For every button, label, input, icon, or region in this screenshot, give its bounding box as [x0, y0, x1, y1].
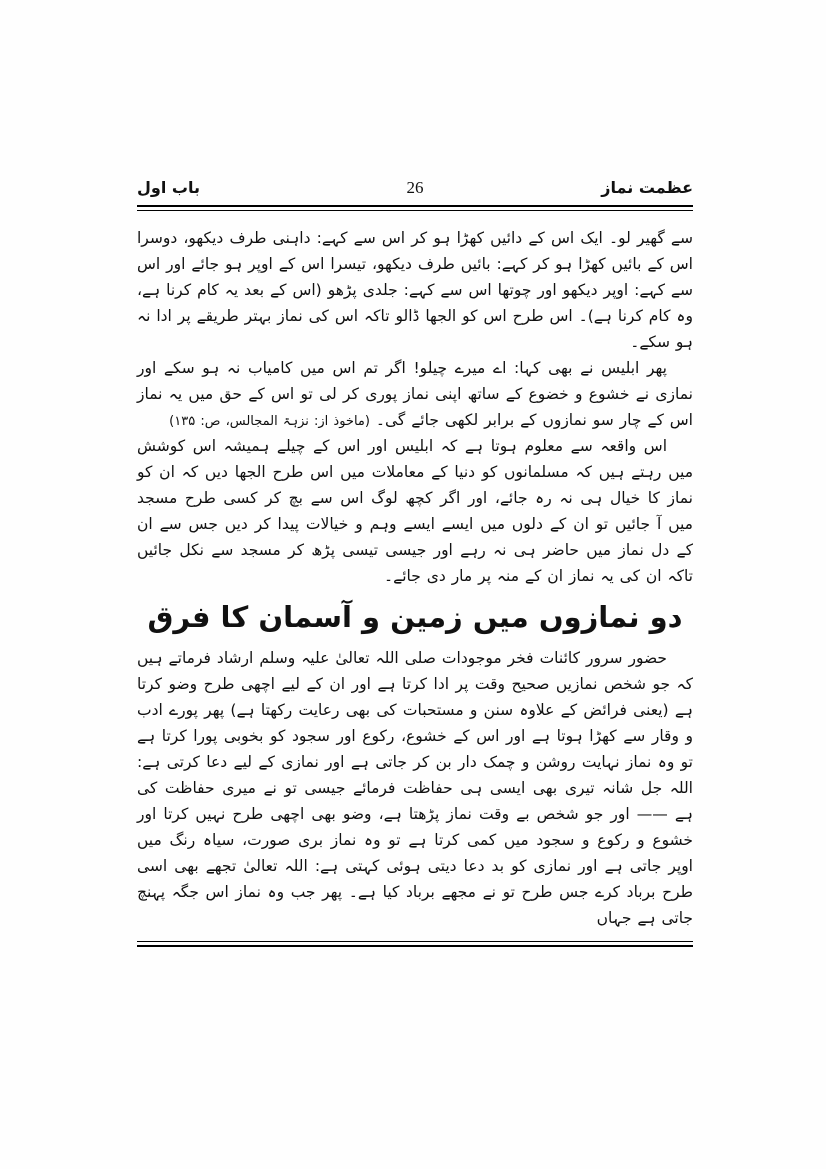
book-title: عظمت نماز [601, 178, 693, 197]
paragraph-iblees-text: پھر ابلیس نے بھی کہا: اے میرے چیلو! اگر تم اس میں کامیاب نہ ہو سکے اور نمازی نے خشوع و خضوع کے ساتھ اپنی نماز پوری کر لی تو اس کے حق میں یہ نماز اس کے چار سو نمازوں کے برابر لکھی جائے گی۔ [137, 359, 693, 430]
footer-rule [137, 941, 693, 947]
header-rule [137, 205, 693, 211]
page-content [137, 178, 693, 947]
page-number: 26 [406, 178, 424, 197]
section-heading: دو نمازوں میں زمین و آسمان کا فرق [147, 600, 683, 635]
chapter-title: باب اول [137, 178, 200, 197]
citation-reference: (ماخوذ از: نزہۃ المجالس، ص: ۱۳۵) [169, 414, 370, 430]
page-header [137, 178, 693, 198]
body-text [137, 225, 693, 931]
paragraph-iblees [137, 355, 693, 433]
paragraph-continuation: سے گھیر لو۔ ایک اس کے دائیں کھڑا ہو کر اس سے کہے: داہنی طرف دیکھو، دوسرا اس کے بائیں کھڑا ہو کر کہے: بائیں طرف دیکھو، تیسرا اس کے اوپر ہو جائے اور اس سے کہے: اوپر دیکھو اور چوتھا اس سے کہے: جلدی پڑھو (اس کے بعد یہ کام کرنا ہے، وہ کام کرنا ہے)۔ اس طرح اس کو الجھا ڈالو تاکہ اس کی نماز بہتر طریقے پر ادا نہ ہو سکے۔ [137, 229, 693, 352]
paragraph-lesson: اس واقعہ سے معلوم ہوتا ہے کہ ابلیس اور اس کے چیلے ہمیشہ اس کوشش میں رہتے ہیں کہ مسلمانوں کو دنیا کے معاملات میں اس طرح الجھا دیں کہ ان کو نماز کا خیال ہی نہ رہ جائے، اور اگر کچھ لوگ اس سے بچ کر کسی طرح مسجد میں آ جائیں تو ان کے دلوں میں ایسے ایسے وہم و خیالات پیدا کر دیں جس سے ان کے دل نماز میں حاضر ہی نہ رہے اور جیسی تیسی پڑھ کر مسجد سے نکل جائیں تاکہ ان کی یہ نماز ان کے منہ پر مار دی جائے۔ [137, 437, 693, 586]
paragraph-hadith: حضور سرور کائنات فخر موجودات صلی اللہ تعالیٰ علیہ وسلم ارشاد فرماتے ہیں کہ جو شخص نمازیں صحیح وقت پر ادا کرتا ہے اور ان کے لیے اچھی طرح وضو کرتا ہے (یعنی فرائض کے علاوہ سنن و مستحبات کی بھی رعایت رکھتا ہے) پھر پورے ادب و وقار سے کھڑا ہوتا ہے اور اس کے خشوع، رکوع اور سجود کو بخوبی پورا کرتا ہے تو وہ نماز نہایت روشن و چمک دار بن کر جاتی ہے اور نمازی کے لیے دعا کرتی ہے: اللہ جل شانہ تیری بھی ایسی ہی حفاظت فرمائے جیسی تو نے میری حفاظت کی ہے —— اور جو شخص بے وقت نماز پڑھتا ہے، وضو بھی اچھی طرح نہیں کرتا اور خشوع و رکوع و سجود میں کمی کرتا ہے تو وہ نماز بری صورت، سیاہ رنگ میں اوپر جاتی ہے اور نمازی کو بد دعا دیتی ہوئی کہتی ہے: اللہ تعالیٰ تجھے بھی اسی طرح برباد کرے جس طرح تو نے مجھے برباد کیا ہے۔ پھر جب وہ نماز اس جگہ پہنچ جاتی ہے جہاں [137, 649, 693, 928]
